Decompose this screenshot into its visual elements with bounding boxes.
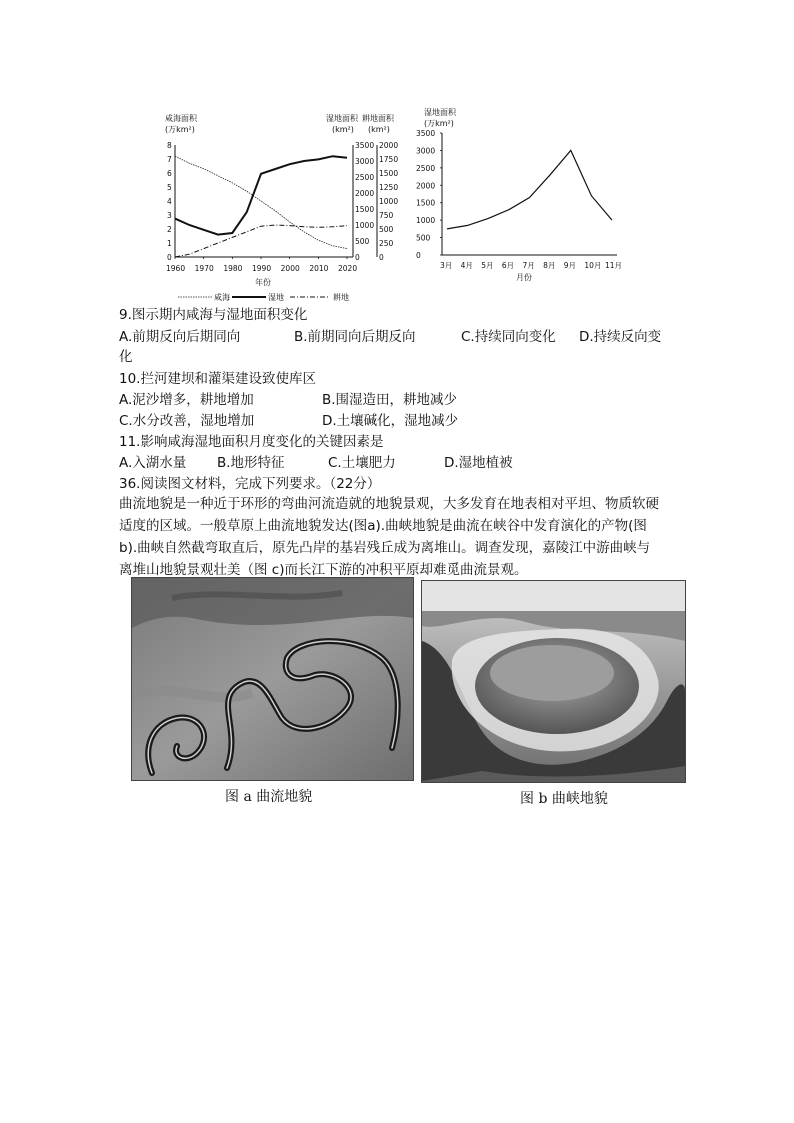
y-tick-label: 2000 <box>416 181 436 191</box>
x-tick-label: 1960 <box>166 264 186 273</box>
x-tick-label: 6月 <box>501 261 515 270</box>
x-tick-label: 10月 <box>584 261 602 270</box>
farmland-tick-label: 1750 <box>379 155 399 164</box>
y-axis-unit: (万km²) <box>424 119 454 128</box>
left-tick-label: 7 <box>167 155 172 164</box>
question-11-option-a: A.入湖水量 <box>119 455 187 471</box>
question-10-option-d: D.土壤碱化，湿地减少 <box>322 413 459 429</box>
material-line-2: 适度的区域。一般草原上曲流地貌发达(图a).曲峡地貌是曲流在峡谷中发育演化的产物(图 <box>119 518 647 534</box>
left-tick-label: 5 <box>167 183 172 192</box>
wetland-tick-label: 2500 <box>355 173 375 182</box>
farmland-tick-label: 1250 <box>379 183 399 192</box>
question-10-stem: 10.拦河建坝和灌渠建设致使库区 <box>119 371 316 387</box>
x-tick-label: 5月 <box>481 261 494 270</box>
y-tick-label: 0 <box>416 251 421 260</box>
question-10-option-c: C.水分改善，湿地增加 <box>119 413 255 429</box>
question-10-option-b: B.围湿造田，耕地减少 <box>322 392 458 408</box>
y-tick-label: 2500 <box>416 163 436 173</box>
left-tick-label: 4 <box>167 197 172 206</box>
farmland-tick-label: 750 <box>379 211 394 220</box>
wetland-tick-label: 3000 <box>355 157 375 166</box>
legend-farmland: 耕地 <box>333 293 349 302</box>
photo-meander-landform <box>131 577 414 781</box>
legend-aral: 咸海 <box>214 293 230 302</box>
material-line-4: 离堆山地貌景观壮美（图 c)而长江下游的冲积平原却难觅曲流景观。 <box>119 562 528 578</box>
x-tick-label: 2010 <box>309 264 329 273</box>
farmland-tick-label: 500 <box>379 225 394 234</box>
question-36-material <box>119 493 679 581</box>
question-11-option-b: B.地形特征 <box>217 455 285 471</box>
y-tick-label: 500 <box>416 233 431 243</box>
x-axis-title: 月份 <box>516 273 532 282</box>
farmland-tick-label: 1500 <box>379 169 399 178</box>
x-tick-label: 3月 <box>440 261 453 270</box>
photo-gorge-meander-landform <box>421 580 686 783</box>
x-tick-label: 1980 <box>223 264 243 273</box>
question-11-stem: 11.影响咸海湿地面积月度变化的关键因素是 <box>119 434 384 450</box>
x-tick-label: 1990 <box>252 264 272 273</box>
figure-b-caption: 图 b 曲峡地貌 <box>520 791 608 807</box>
chart-aral-wetland-farmland <box>140 105 410 305</box>
question-9-option-d: D.持续反向变 <box>579 329 662 345</box>
legend-wetland: 湿地 <box>268 293 284 302</box>
wetland-tick-label: 3500 <box>355 141 375 150</box>
farmland-axis-title: 耕地面积 <box>362 114 394 123</box>
x-tick-label: 7月 <box>522 261 535 270</box>
y-tick-label: 3500 <box>416 129 436 138</box>
question-9-stem: 9.图示期内咸海与湿地面积变化 <box>119 307 308 323</box>
question-11-option-c: C.土壤肥力 <box>328 455 396 471</box>
y-tick-label: 3000 <box>416 146 436 156</box>
wetland-tick-label: 1000 <box>355 221 375 230</box>
left-tick-label: 1 <box>167 239 172 248</box>
x-axis-title: 年份 <box>255 278 271 287</box>
y-axis-title: 湿地面积 <box>424 108 456 117</box>
series-line-wetland <box>447 150 612 229</box>
figure-a-caption: 图 a 曲流地貌 <box>225 789 313 805</box>
material-line-3: b).曲峡自然截弯取直后，原先凸岸的基岩残丘成为离堆山。调查发现，嘉陵江中游曲峡与 <box>119 540 651 556</box>
x-tick-label: 1970 <box>194 264 214 273</box>
y-tick-label: 1500 <box>416 198 436 208</box>
left-tick-label: 3 <box>167 211 172 220</box>
x-tick-label: 8月 <box>543 261 556 270</box>
x-tick-label: 11月 <box>605 261 623 270</box>
farmland-tick-label: 2000 <box>379 141 399 150</box>
farmland-tick-label: 1000 <box>379 197 399 206</box>
farmland-axis-unit: (km²) <box>368 125 390 134</box>
farmland-tick-label: 0 <box>379 253 384 262</box>
left-tick-label: 6 <box>167 169 172 178</box>
x-tick-label: 4月 <box>460 261 473 270</box>
question-9-option-a: A.前期反向后期同向 <box>119 329 241 345</box>
left-axis-unit: (万km²) <box>165 125 195 134</box>
left-tick-label: 2 <box>167 225 172 234</box>
wetland-tick-label: 0 <box>355 253 360 262</box>
question-11-option-d: D.湿地植被 <box>444 455 513 471</box>
question-10-option-a: A.泥沙增多，耕地增加 <box>119 392 254 408</box>
left-axis-title: 咸海面积 <box>165 114 197 123</box>
question-9-option-c: C.持续同向变化 <box>461 329 556 345</box>
x-tick-label: 9月 <box>563 261 577 270</box>
wetland-tick-label: 2000 <box>355 189 375 198</box>
wetland-axis-unit: (km²) <box>332 125 354 134</box>
x-tick-label: 2000 <box>280 264 300 273</box>
material-line-1: 曲流地貌是一种近于环形的弯曲河流造就的地貌景观，大多发育在地表相对平坦、物质软硬 <box>119 496 659 512</box>
series-line-aral <box>175 156 347 248</box>
farmland-tick-label: 250 <box>379 239 394 248</box>
y-tick-label: 1000 <box>416 216 436 226</box>
chart-legend <box>178 292 349 302</box>
question-36-stem: 36.阅读图文材料，完成下列要求。（22分） <box>119 476 381 492</box>
left-tick-label: 0 <box>167 253 172 262</box>
left-tick-label: 8 <box>167 141 172 150</box>
wetland-tick-label: 500 <box>355 237 370 246</box>
question-9-wrap: 化 <box>119 349 133 365</box>
question-9-option-b: B.前期同向后期反向 <box>294 329 416 345</box>
x-tick-label: 2020 <box>338 264 358 273</box>
wetland-tick-label: 1500 <box>355 205 375 214</box>
wetland-axis-title: 湿地面积 <box>326 114 358 123</box>
chart-monthly-wetland <box>412 105 637 285</box>
